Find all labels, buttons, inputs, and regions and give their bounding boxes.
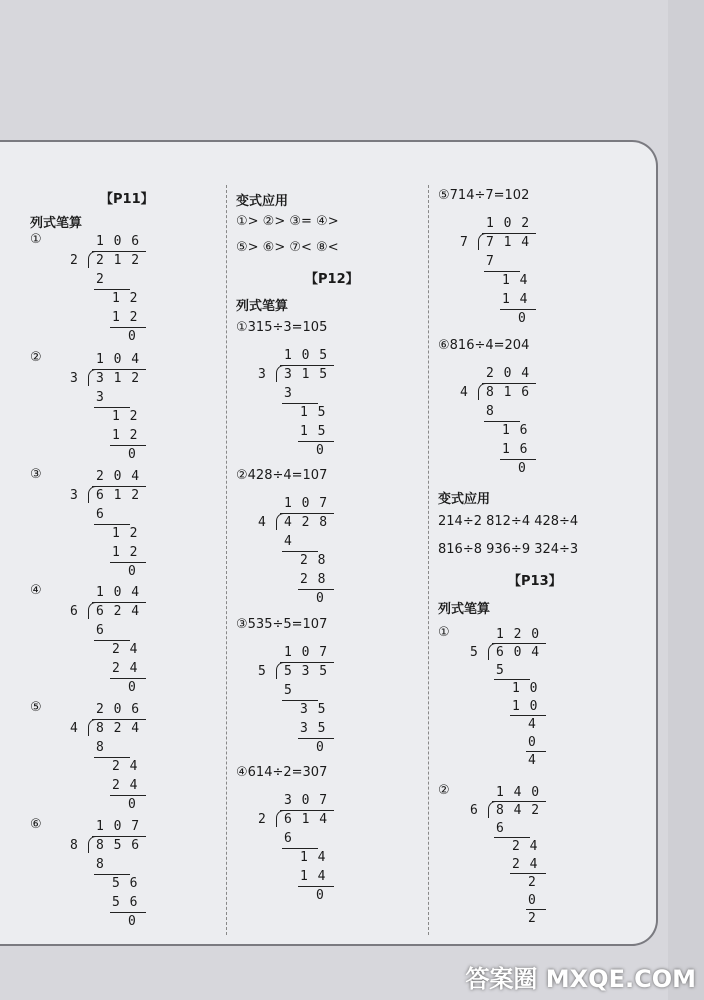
step-value: 4: [528, 717, 537, 732]
step-value: 2 4: [112, 642, 139, 657]
step-value: 7: [486, 254, 495, 269]
problem-number: ⑥: [30, 817, 42, 832]
step-value: 0: [128, 447, 137, 462]
subtract-line: [94, 640, 130, 641]
dividend: 7 1 4: [486, 235, 531, 250]
step-value: 1 4: [300, 869, 327, 884]
problem-number: ①: [30, 232, 42, 247]
step-value: 1 6: [502, 423, 529, 438]
subtract-line: [110, 795, 146, 796]
divisor: 4: [70, 721, 79, 736]
column-divider-2: [428, 185, 429, 935]
divisor: 6: [70, 604, 79, 619]
step-value: 0: [518, 311, 527, 326]
subtract-line: [110, 327, 146, 328]
watermark: 答案圈 MXQE.COM: [465, 965, 696, 993]
quotient: 1 0 4: [96, 585, 141, 600]
step-value: 2: [528, 875, 537, 890]
division-bar: [280, 810, 334, 811]
subtract-line: [282, 403, 318, 404]
subtract-line: [510, 715, 546, 716]
quotient: 1 2 0: [496, 627, 541, 642]
step-value: 1 2: [112, 545, 139, 560]
column-divider-1: [226, 185, 227, 935]
problem-number: ③: [30, 467, 42, 482]
subtract-line: [510, 873, 546, 874]
step-value: 2: [528, 911, 537, 926]
expression-answers: 214÷2 812÷4 428÷4: [438, 514, 579, 529]
step-value: 6: [496, 821, 505, 836]
step-value: 2 8: [300, 553, 327, 568]
step-value: 0: [518, 461, 527, 476]
step-value: 2 4: [112, 661, 139, 676]
divisor: 6: [470, 803, 479, 818]
section-title: 列式笔算: [438, 602, 491, 617]
equation: ⑥816÷4=204: [438, 338, 530, 353]
step-value: 1 4: [502, 292, 529, 307]
subtract-line: [298, 589, 334, 590]
step-value: 1 2: [112, 526, 139, 541]
section-title: 变式应用: [438, 492, 491, 507]
subtract-line: [526, 909, 546, 910]
quotient: 1 0 7: [284, 645, 329, 660]
step-value: 2 4: [512, 839, 539, 854]
step-value: 1 0: [512, 699, 539, 714]
quotient: 1 0 2: [486, 216, 531, 231]
dividend: 6 0 4: [496, 645, 541, 660]
step-value: 5 6: [112, 895, 139, 910]
divisor: 2: [258, 812, 267, 827]
dividend: 3 1 5: [284, 367, 329, 382]
step-value: 2 4: [112, 759, 139, 774]
section-header-p12: 【P12】: [305, 272, 359, 287]
step-value: 3: [284, 386, 293, 401]
quotient: 1 0 7: [96, 819, 141, 834]
step-value: 0: [128, 329, 137, 344]
subtract-line: [110, 445, 146, 446]
divisor: 3: [70, 488, 79, 503]
step-value: 1 0: [512, 681, 539, 696]
divisor: 2: [70, 253, 79, 268]
quotient: 1 4 0: [496, 785, 541, 800]
subtract-line: [110, 678, 146, 679]
step-value: 0: [528, 735, 537, 750]
subtract-line: [94, 289, 130, 290]
step-value: 6: [96, 507, 105, 522]
step-value: 0: [316, 740, 325, 755]
division-bar: [280, 662, 334, 663]
step-value: 6: [284, 831, 293, 846]
subtract-line: [298, 441, 334, 442]
divisor: 5: [470, 645, 479, 660]
equation: ①315÷3=105: [236, 320, 328, 335]
division-bar: [492, 643, 546, 644]
subtract-line: [110, 912, 146, 913]
comparison-answers: ①> ②> ③= ④>: [236, 214, 339, 229]
step-value: 5 6: [112, 876, 139, 891]
subtract-line: [494, 679, 530, 680]
section-header-p13: 【P13】: [508, 574, 562, 589]
quotient: 1 0 5: [284, 348, 329, 363]
dividend: 4 2 8: [284, 515, 329, 530]
equation: ④614÷2=307: [236, 765, 328, 780]
dividend: 6 1 4: [284, 812, 329, 827]
division-bar: [92, 369, 146, 370]
step-value: 5: [496, 663, 505, 678]
step-value: 3 5: [300, 702, 327, 717]
divisor: 8: [70, 838, 79, 853]
divisor: 5: [258, 664, 267, 679]
problem-number: ②: [438, 783, 450, 798]
problem-number: ⑤: [30, 700, 42, 715]
step-value: 8: [96, 857, 105, 872]
divisor: 3: [258, 367, 267, 382]
division-bar: [92, 719, 146, 720]
section-title: 变式应用: [236, 194, 289, 209]
divisor: 4: [460, 385, 469, 400]
subtract-line: [110, 562, 146, 563]
divisor: 3: [70, 371, 79, 386]
subtract-line: [282, 700, 318, 701]
step-value: 0: [316, 888, 325, 903]
step-value: 1 2: [112, 291, 139, 306]
step-value: 0: [316, 443, 325, 458]
section-title: 列式笔算: [236, 299, 289, 314]
section-header-p11: 【P11】: [100, 192, 154, 207]
division-bar: [92, 251, 146, 252]
step-value: 0: [128, 914, 137, 929]
dividend: 3 1 2: [96, 371, 141, 386]
step-value: 4: [528, 753, 537, 768]
subtract-line: [282, 848, 318, 849]
subtract-line: [94, 874, 130, 875]
division-bar: [92, 486, 146, 487]
division-bar: [92, 602, 146, 603]
divisor: 4: [258, 515, 267, 530]
step-value: 2 8: [300, 572, 327, 587]
dividend: 8 2 4: [96, 721, 141, 736]
quotient: 2 0 4: [96, 469, 141, 484]
subtract-line: [298, 886, 334, 887]
problem-number: ④: [30, 583, 42, 598]
step-value: 3: [96, 390, 105, 405]
problem-number: ②: [30, 350, 42, 365]
step-value: 0: [128, 564, 137, 579]
dividend: 8 5 6: [96, 838, 141, 853]
step-value: 1 5: [300, 405, 327, 420]
step-value: 0: [528, 893, 537, 908]
step-value: 1 6: [502, 442, 529, 457]
section-title: 列式笔算: [30, 216, 83, 231]
subtract-line: [484, 421, 520, 422]
division-bar: [92, 836, 146, 837]
step-value: 0: [128, 680, 137, 695]
comparison-answers: ⑤> ⑥> ⑦< ⑧<: [236, 240, 339, 255]
division-bar: [280, 513, 334, 514]
subtract-line: [94, 524, 130, 525]
problem-number: ①: [438, 625, 450, 640]
quotient: 1 0 4: [96, 352, 141, 367]
step-value: 6: [96, 623, 105, 638]
step-value: 1 5: [300, 424, 327, 439]
step-value: 1 2: [112, 310, 139, 325]
step-value: 2 4: [112, 778, 139, 793]
step-value: 8: [486, 404, 495, 419]
quotient: 1 0 6: [96, 234, 141, 249]
dividend: 2 1 2: [96, 253, 141, 268]
dividend: 6 1 2: [96, 488, 141, 503]
division-bar: [482, 233, 536, 234]
quotient: 2 0 4: [486, 366, 531, 381]
divisor: 7: [460, 235, 469, 250]
step-value: 1 4: [300, 850, 327, 865]
step-value: 8: [96, 740, 105, 755]
subtract-line: [94, 407, 130, 408]
quotient: 3 0 7: [284, 793, 329, 808]
dividend: 5 3 5: [284, 664, 329, 679]
step-value: 2: [96, 272, 105, 287]
step-value: 1 2: [112, 428, 139, 443]
dividend: 6 2 4: [96, 604, 141, 619]
step-value: 1 2: [112, 409, 139, 424]
quotient: 2 0 6: [96, 702, 141, 717]
subtract-line: [500, 309, 536, 310]
subtract-line: [298, 738, 334, 739]
step-value: 4: [284, 534, 293, 549]
division-bar: [482, 383, 536, 384]
dividend: 8 4 2: [496, 803, 541, 818]
subtract-line: [484, 271, 520, 272]
quotient: 1 0 7: [284, 496, 329, 511]
step-value: 1 4: [502, 273, 529, 288]
equation: ⑤714÷7=102: [438, 188, 530, 203]
subtract-line: [282, 551, 318, 552]
subtract-line: [94, 757, 130, 758]
subtract-line: [500, 459, 536, 460]
division-bar: [492, 801, 546, 802]
subtract-line: [494, 837, 530, 838]
step-value: 0: [128, 797, 137, 812]
page-edge: [668, 0, 704, 1000]
step-value: 5: [284, 683, 293, 698]
division-bar: [280, 365, 334, 366]
step-value: 2 4: [512, 857, 539, 872]
step-value: 0: [316, 591, 325, 606]
subtract-line: [526, 751, 546, 752]
expression-answers: 816÷8 936÷9 324÷3: [438, 542, 579, 557]
equation: ②428÷4=107: [236, 468, 328, 483]
step-value: 3 5: [300, 721, 327, 736]
dividend: 8 1 6: [486, 385, 531, 400]
equation: ③535÷5=107: [236, 617, 328, 632]
